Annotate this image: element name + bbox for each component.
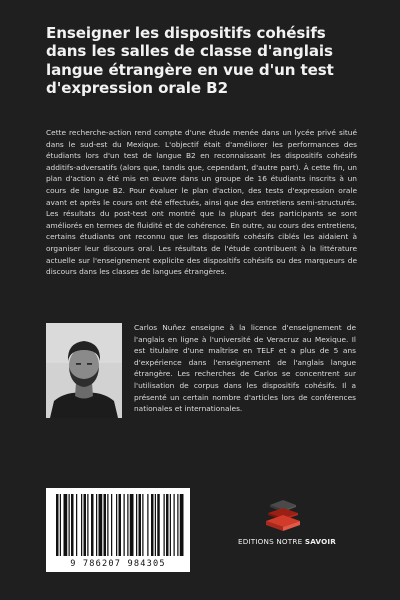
isbn-barcode [46,488,190,572]
barcode-bar [166,494,169,556]
author-portrait-image [46,323,122,418]
barcode-bar [174,494,175,556]
barcode-bar [56,494,59,556]
barcode-bar [104,494,107,556]
barcode-bar [99,494,103,556]
publisher-name [218,537,356,546]
barcode-bar [91,494,94,556]
barcode-bar [164,494,165,556]
barcode-bar [81,494,82,556]
barcode-bar [157,494,160,556]
author-photo [46,323,122,418]
barcode-bar [87,494,88,556]
barcode-bar [119,494,122,556]
barcode-bar [96,494,97,556]
book-abstract: Cette recherche-action rend compte d'une étude menée dans un lycée privé situé dans le sud-est du Mexique. L'objectif était d'améliorer les performances des étudiants lors d'un test de langue B2 en reconnaissant les dispositifs cohésifs additifs-adversatifs (alors que, tandis que, cependant, d'autre part). À cette fin, un plan d'action a été mis en œuvre dans un groupe de 16 étudiants inscrits à un cours de langue B2. Pour évaluer le plan d'action, des tests d'expression orale avant et après le cours ont été effectués, ainsi que des entretiens semi-structurés. Les résultats du post-test ont montré que la plupart des participants se sont améliorés en termes de fluidité et de cohérence. En outre, au cours des entretiens, certains étudiants ont reconnu que les dispositifs cohésifs ciblés les aidaient à organiser leur discours oral. Les résultats de l'étude contribuent à la littérature actuelle sur l'enseignement explicite des dispositifs cohésifs ou des marqueurs de discours dans les classes de langues étrangères. [46,128,357,277]
barcode-bar [130,494,134,556]
barcode-bar [116,494,117,556]
book-title: Enseigner les dispositifs cohésifs dans les salles de classe d'anglais langue étrangère en vue d'un test d'expression orale B2 [46,24,334,98]
barcode-bar [136,494,137,556]
barcode-bar [76,494,77,556]
barcode-bar [69,494,70,556]
barcode-bar [147,494,148,556]
barcode-bar [180,494,184,556]
author-bio: Carlos Nuñez enseigne à la licence d'enseignement de l'anglais en ligne à l'université de Veracruz au Mexique. Il est titulaire d'une maîtrise en TELF et a plus de 5 ans d'expérience dans l'enseignement de l'anglais langue étrangère. Les recherches de Carlos se concentrent sur l'utilisation de corpus dans les dispositifs cohésifs. Il a présenté un certain nombre d'articles lors de conférences nationales et internationales. [134,323,356,414]
publisher-name-bold: SAVOIR [304,537,337,546]
barcode-bar [127,494,128,556]
barcode-bar [170,494,171,556]
barcode-bar [107,494,108,556]
barcode-bar [151,494,154,556]
barcode-bar [155,494,156,556]
barcode-bar [139,494,142,556]
barcode-bar [84,494,87,556]
barcode-bar [124,494,125,556]
barcode-bar [60,494,61,556]
barcode-bar [71,494,74,556]
publisher-block [218,497,356,557]
publisher-name-light: EDITIONS NOTRE [237,537,305,546]
barcode-bar [64,494,68,556]
barcode-bar [177,494,178,556]
barcode-bar [111,494,112,556]
barcode-bar [142,494,143,556]
barcode-bars [46,488,190,560]
stacked-books-logo-icon [262,497,304,535]
isbn-digits: 9 786207 984305 [70,559,166,569]
